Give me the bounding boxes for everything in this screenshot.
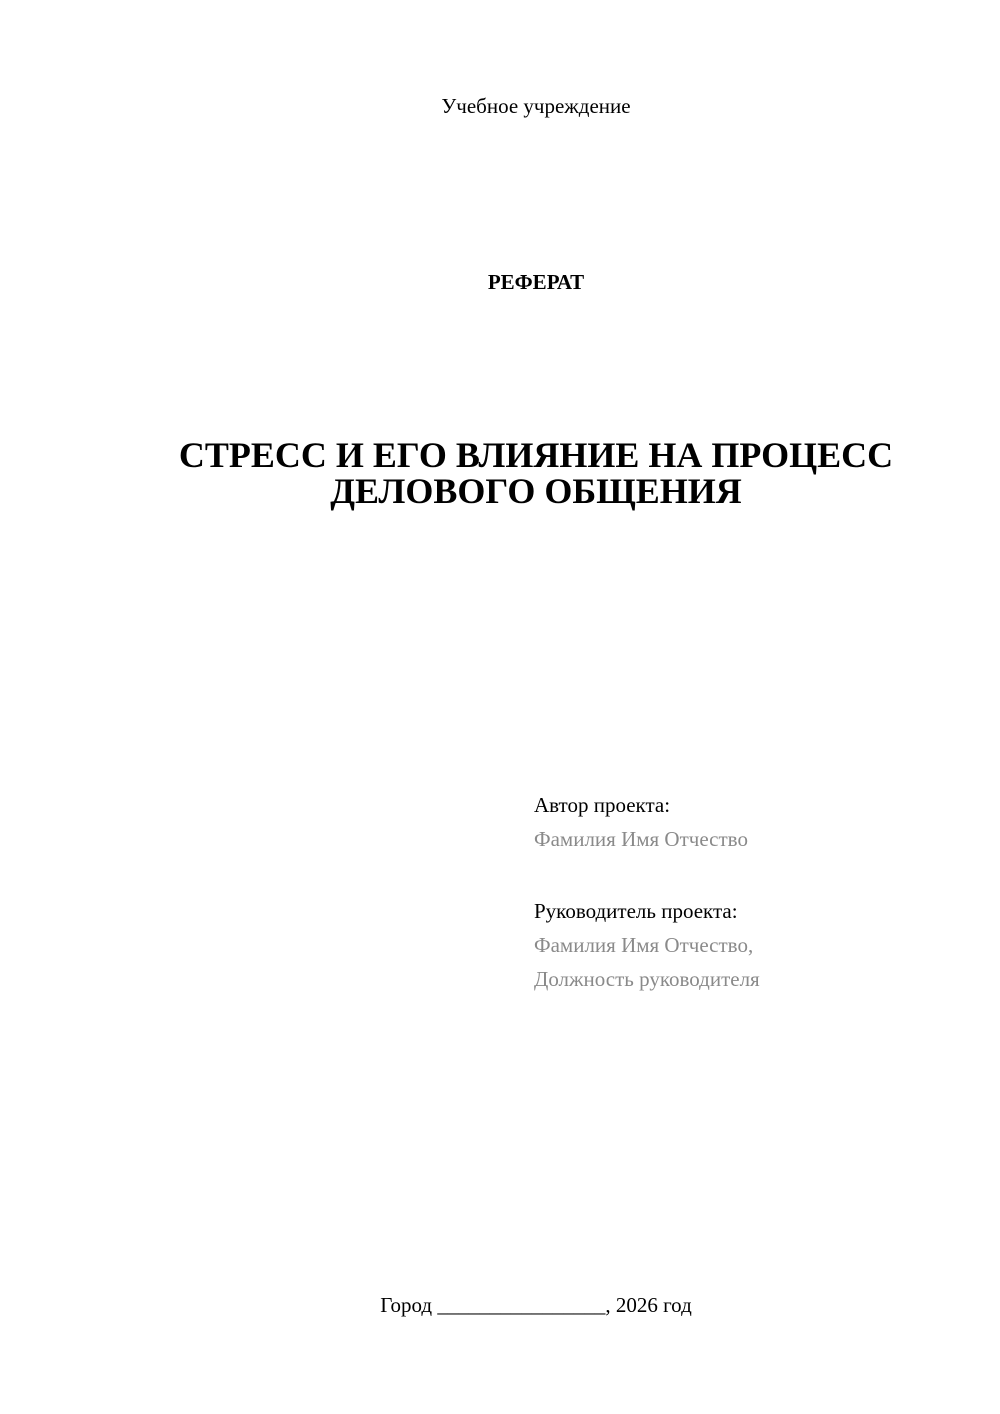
document-title	[0, 437, 1000, 509]
institution-name: Учебное учреждение	[441, 94, 631, 118]
author-label: Автор проекта:	[534, 793, 671, 817]
author-name: Фамилия Имя Отчество	[534, 827, 748, 851]
document-type: РЕФЕРАТ	[487, 270, 585, 294]
city-year-line: Город ________________, 2026 год	[380, 1293, 692, 1317]
supervisor-name: Фамилия Имя Отчество,	[534, 933, 754, 957]
supervisor-position: Должность руководителя	[534, 967, 760, 991]
document-title-line-2: ДЕЛОВОГО ОБЩЕНИЯ	[330, 471, 742, 511]
credits-spacer	[534, 856, 974, 894]
document-title-line-1: СТРЕСС И ЕГО ВЛИЯНИЕ НА ПРОЦЕСС	[178, 435, 894, 475]
supervisor-label: Руководитель проекта:	[534, 899, 738, 923]
credits-block	[534, 788, 974, 996]
